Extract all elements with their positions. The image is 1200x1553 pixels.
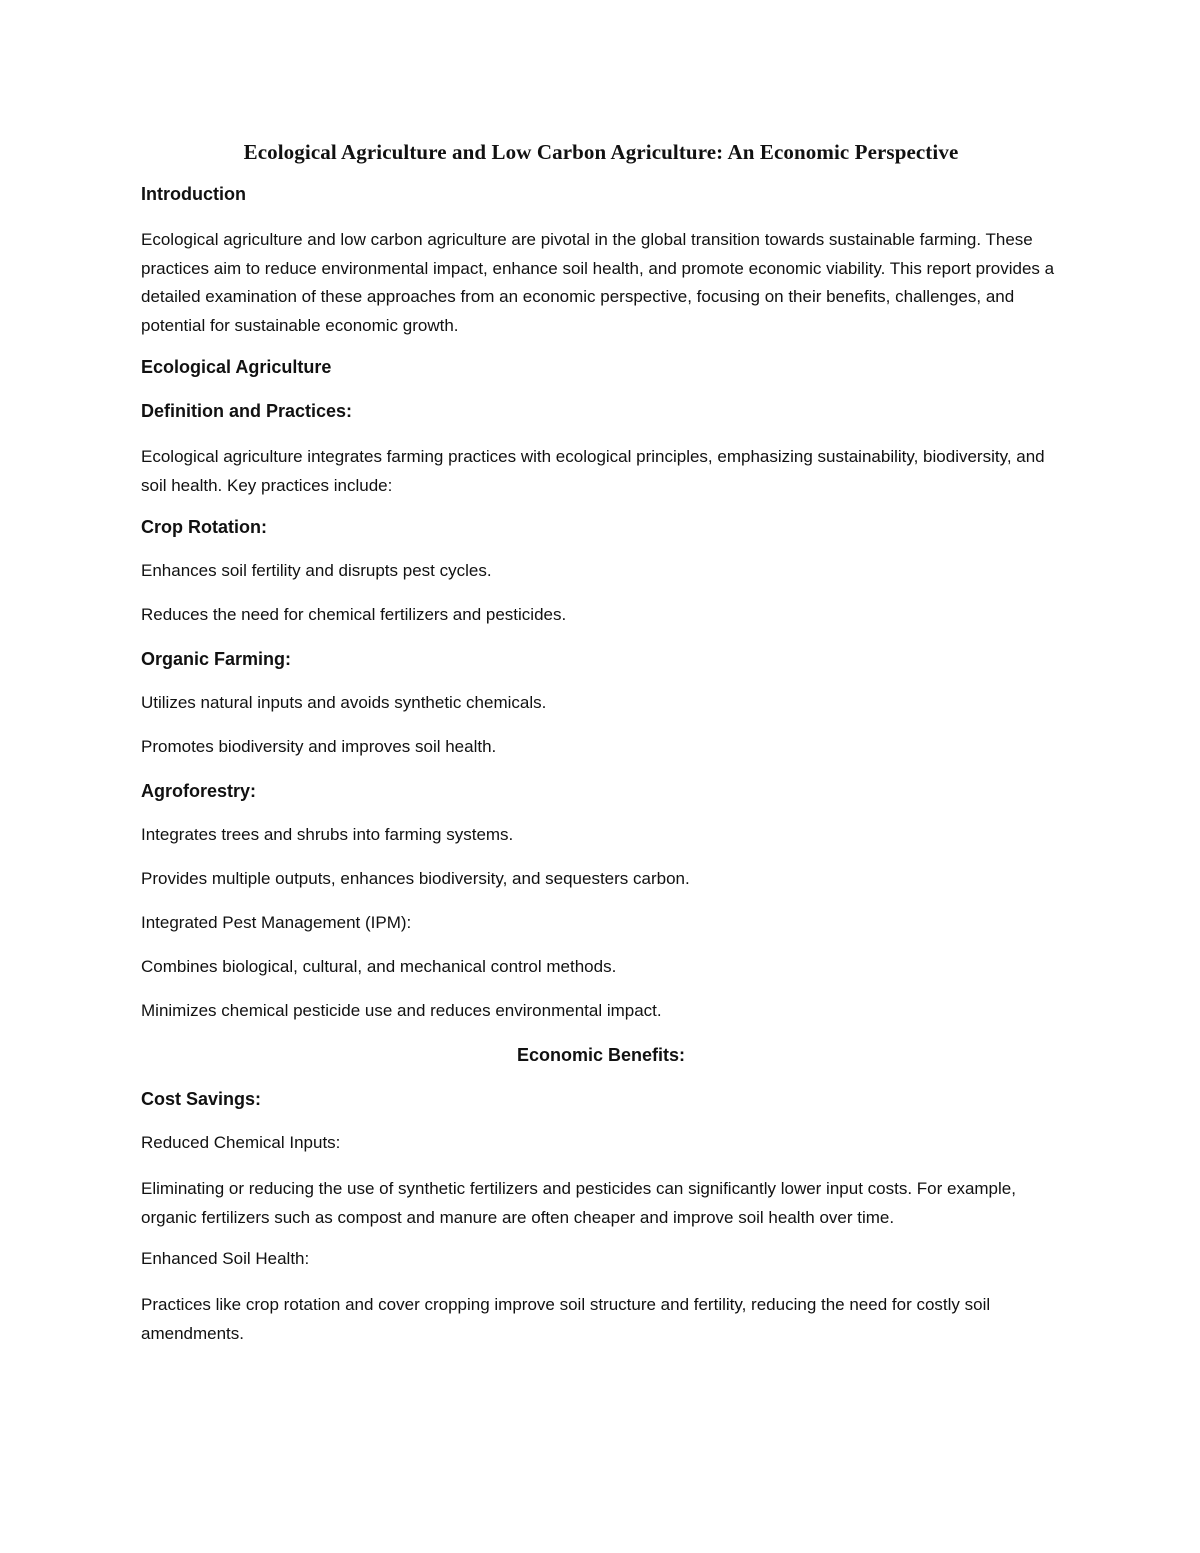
subheading-agroforestry: Agroforestry: xyxy=(141,781,257,801)
definition-paragraph: Ecological agriculture integrates farming practices with ecological principles, emphasizing sustainability, biodiversity, and soil health. Key practices include: xyxy=(141,447,1045,495)
organic-farming-point: Promotes biodiversity and improves soil health. xyxy=(141,737,497,756)
organic-farming-point: Utilizes natural inputs and avoids synthetic chemicals. xyxy=(141,693,547,712)
section-heading-economic-benefits: Economic Benefits: xyxy=(516,1045,686,1065)
soil-health-paragraph: Practices like crop rotation and cover cropping improve soil structure and fertility, reducing the need for costly soil amendments. xyxy=(141,1295,991,1343)
document-title: Ecological Agriculture and Low Carbon Agriculture: An Economic Perspective xyxy=(243,140,959,164)
reduced-inputs-paragraph: Eliminating or reducing the use of synthetic fertilizers and pesticides can significantly lower input costs. For example, organic fertilizers such as compost and manure are often cheaper and improve soil health over time. xyxy=(141,1179,1016,1227)
subheading-organic-farming: Organic Farming: xyxy=(141,649,292,669)
agroforestry-point: Integrates trees and shrubs into farming systems. xyxy=(141,825,514,844)
crop-rotation-point: Enhances soil fertility and disrupts pest cycles. xyxy=(141,561,492,580)
subheading-cost-savings: Cost Savings: xyxy=(141,1089,262,1109)
agroforestry-point: Provides multiple outputs, enhances biodiversity, and sequesters carbon. xyxy=(141,869,690,888)
subheading-crop-rotation: Crop Rotation: xyxy=(141,517,267,537)
document-body xyxy=(141,140,1061,1363)
ipm-point: Combines biological, cultural, and mechanical control methods. xyxy=(141,957,617,976)
subheading-reduced-chemical-inputs: Reduced Chemical Inputs: xyxy=(141,1133,341,1152)
ipm-point: Minimizes chemical pesticide use and reduces environmental impact. xyxy=(141,1001,662,1020)
subheading-ipm: Integrated Pest Management (IPM): xyxy=(141,913,412,932)
subheading-definition-practices: Definition and Practices: xyxy=(141,401,353,421)
subheading-enhanced-soil-health: Enhanced Soil Health: xyxy=(141,1249,310,1268)
introduction-paragraph: Ecological agriculture and low carbon agriculture are pivotal in the global transition towards sustainable farming. These practices aim to reduce environmental impact, enhance soil health, and promote economic viability. This report provides a detailed examination of these approaches from an economic perspective, focusing on their benefits, challenges, and potential for sustainable economic growth. xyxy=(141,230,1055,335)
section-heading-ecological-agriculture: Ecological Agriculture xyxy=(141,357,332,377)
crop-rotation-point: Reduces the need for chemical fertilizers and pesticides. xyxy=(141,605,567,624)
section-heading-introduction: Introduction xyxy=(141,184,246,204)
